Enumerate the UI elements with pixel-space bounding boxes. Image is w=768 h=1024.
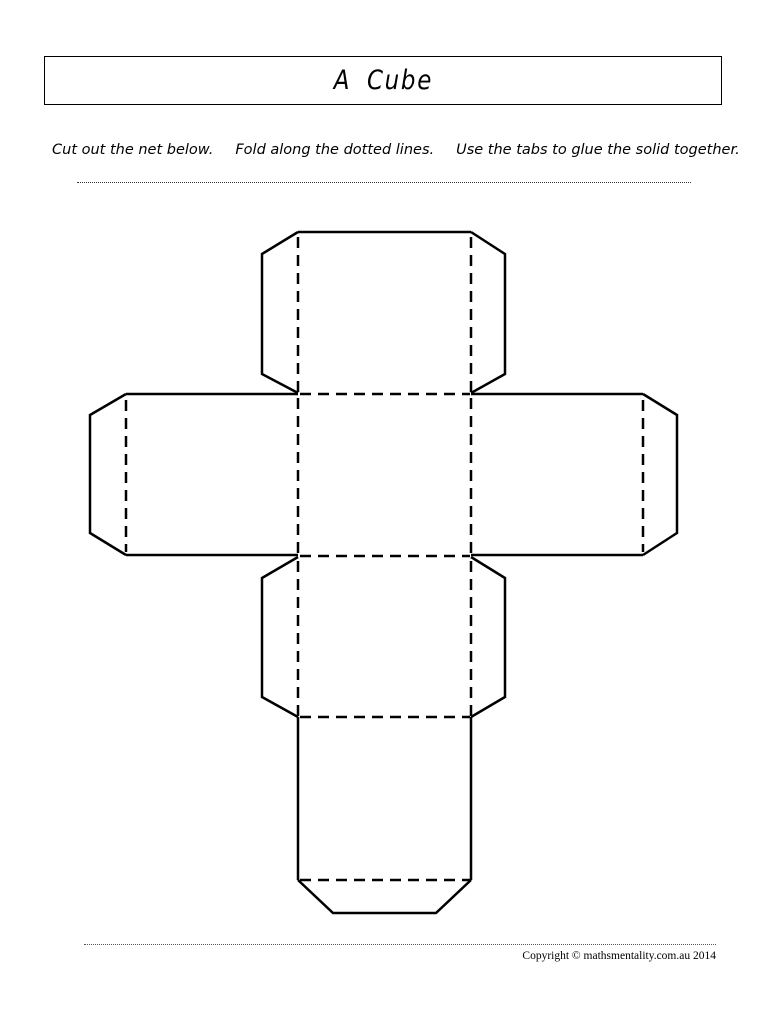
copyright-text: Copyright © mathsmentality.com.au 2014 [522, 950, 716, 962]
bottom-face-tab [298, 880, 471, 913]
instruction-fold: Fold along the dotted lines. [235, 142, 435, 158]
top-face-left-tab [262, 232, 298, 393]
instruction-glue: Use the tabs to glue the solid together. [456, 142, 740, 158]
front-face-right-tab [471, 557, 505, 717]
right-face-tab [643, 394, 677, 555]
front-face-left-tab [262, 557, 298, 717]
instruction-cut: Cut out the net below. [52, 142, 214, 158]
fold-lines [126, 237, 643, 880]
left-face-tab [90, 394, 126, 555]
top-face-right-tab [471, 232, 505, 393]
cut-outline [90, 232, 677, 913]
page-title: A Cube [333, 65, 433, 96]
bottom-divider [84, 944, 716, 945]
